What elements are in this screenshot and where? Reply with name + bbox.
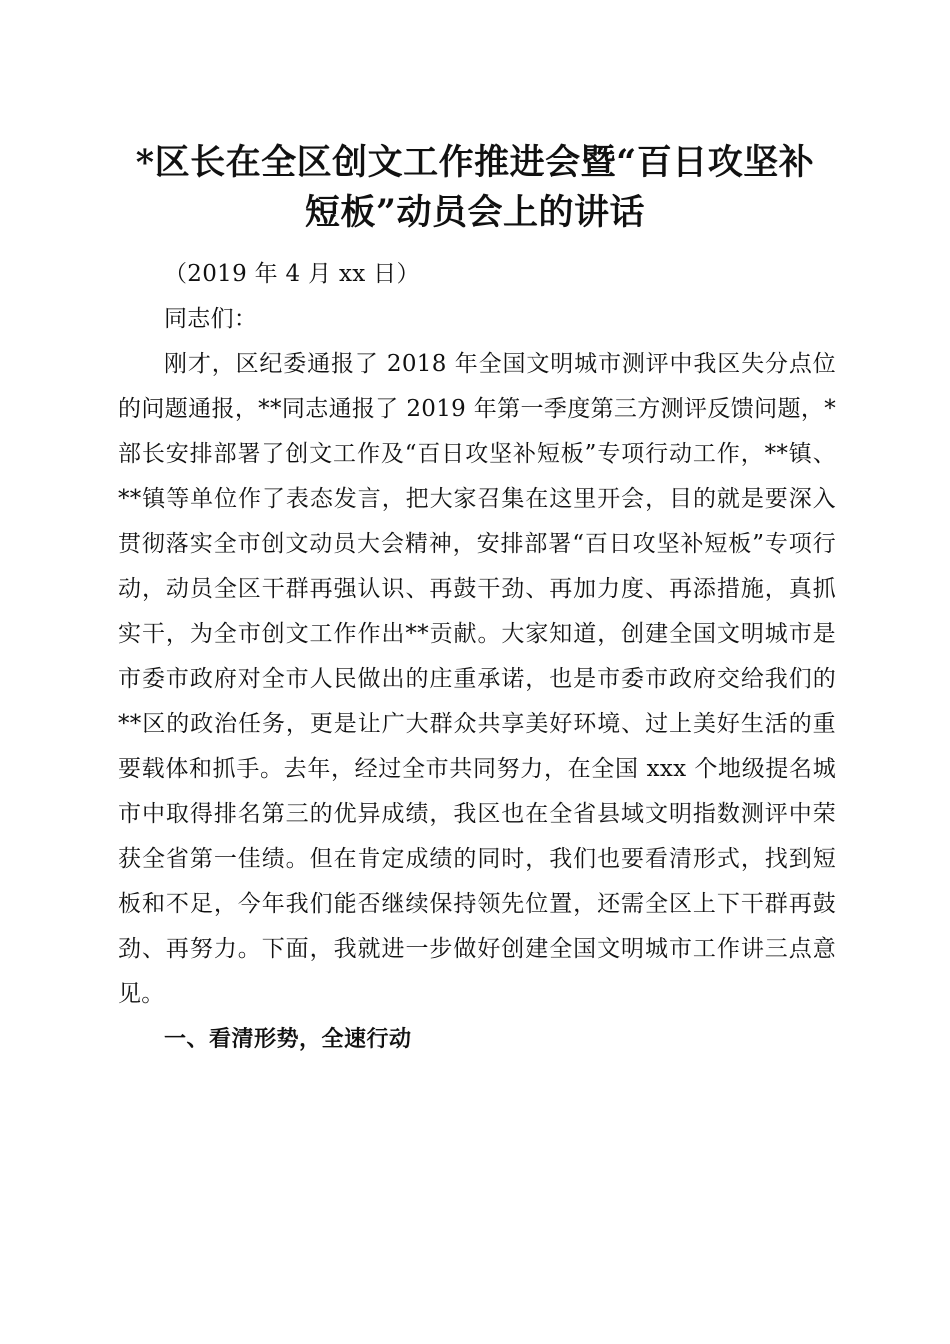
document-title — [100, 138, 850, 238]
salutation: 同志们： — [164, 306, 258, 332]
title-line-2: 短板”动员会上的讲话 — [304, 192, 646, 233]
speech-date: （2019 年 4 月 xx 日） — [164, 261, 420, 287]
body-paragraph: 刚才，区纪委通报了 2018 年全国文明城市测评中我区失分点位的问题通报，**同志通报了 2019 年第一季度第三方测评反馈问题，*部长安排部署了创文工作及“百日攻坚补短板”专项行动工作，**镇、**镇等单位作了表态发言，把大家召集在这里开会，目的就是要深入贯彻落实全市创文动员大会精神，安排部署“百日攻坚补短板”专项行动，动员全区干群再强认识、再鼓干劲、再加力度、再添措施，真抓实干，为全市创文工作作出**贡献。大家知道，创建全国文明城市是市委市政府对全市人民做出的庄重承诺，也是市委市政府交给我们的**区的政治任务，更是让广大群众共享美好环境、过上美好生活的重要载体和抓手。去年，经过全市共同努力，在全国 xxx 个地级提名城市中取得排名第三的优异成绩，我区也在全省县域文明指数测评中荣获全省第一佳绩。但在肯定成绩的同时，我们也要看清形式，找到短板和不足，今年我们能否继续保持领先位置，还需全区上下干群再鼓劲、再努力。下面，我就进一步做好创建全国文明城市工作讲三点意见。 — [118, 351, 836, 1007]
document-body — [118, 252, 836, 1062]
title-line-1: *区长在全区创文工作推进会暨“百日攻坚补 — [135, 142, 815, 183]
section-heading: 一、看清形势，全速行动 — [164, 1027, 412, 1052]
